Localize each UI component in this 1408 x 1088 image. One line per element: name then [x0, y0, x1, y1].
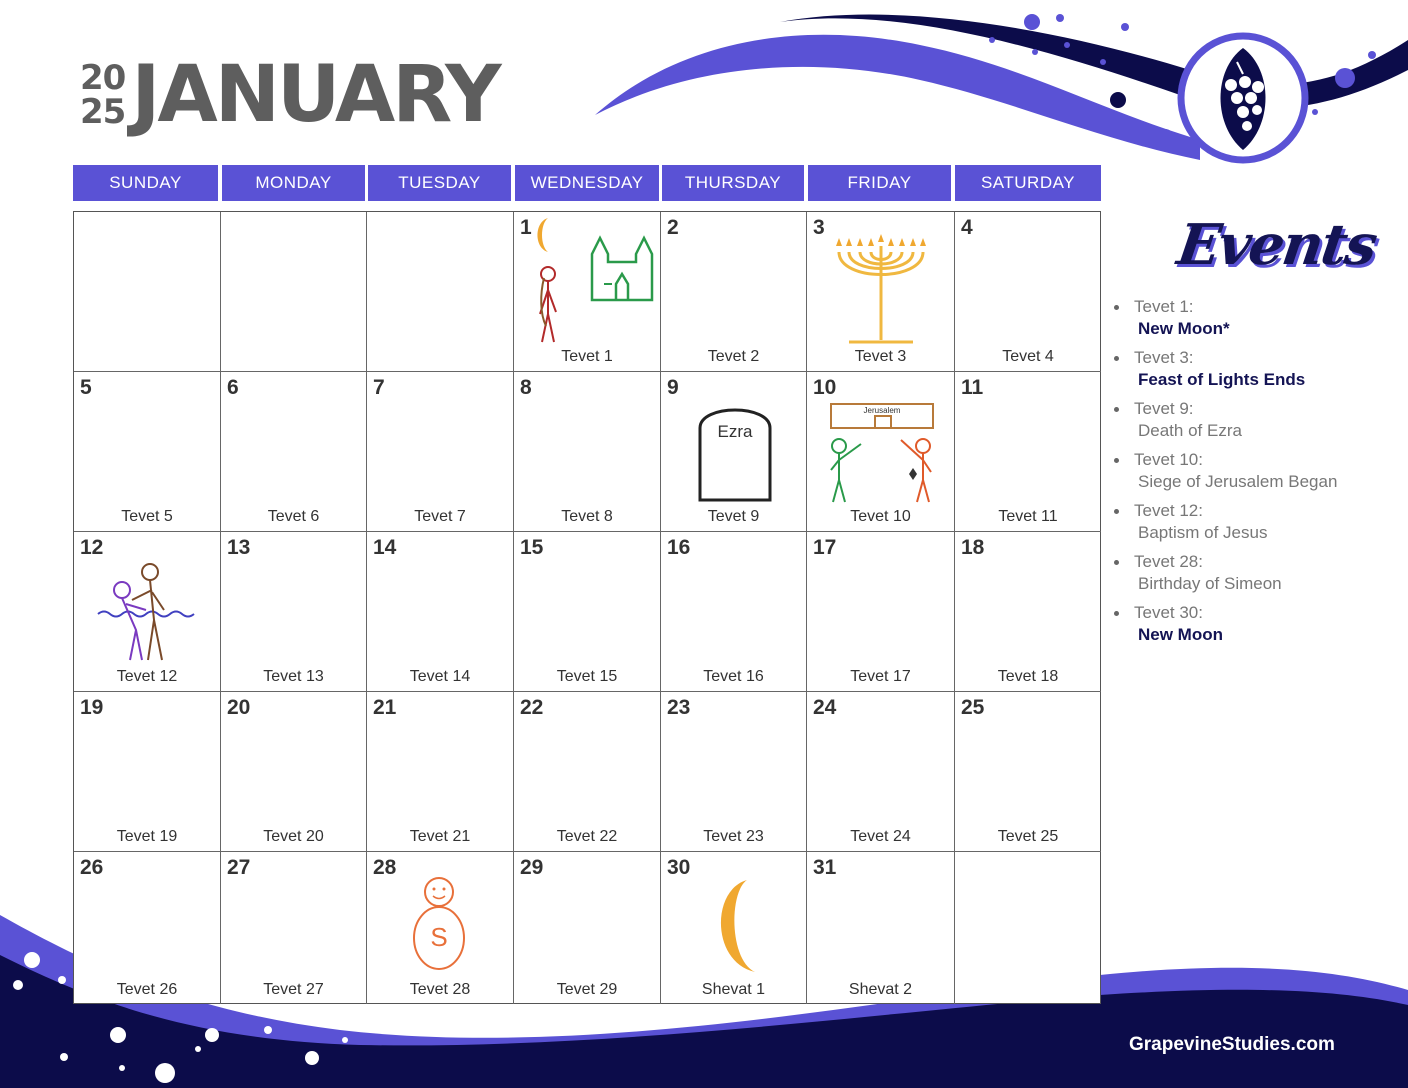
hebrew-date: Tevet 21 — [409, 828, 471, 845]
event-item — [1112, 398, 1402, 442]
hebrew-date: Tevet 29 — [556, 981, 618, 998]
event-item — [1112, 551, 1402, 595]
day-cell[interactable] — [367, 532, 514, 692]
event-item — [1112, 449, 1402, 493]
hebrew-date: Tevet 26 — [116, 981, 178, 998]
weekday-thursday: THURSDAY — [662, 165, 804, 201]
hebrew-date: Tevet 14 — [409, 668, 471, 685]
day-cell[interactable] — [74, 852, 221, 1004]
event-item — [1112, 347, 1402, 391]
day-number: 3 — [813, 216, 825, 239]
day-number: 10 — [813, 376, 837, 399]
day-number: 1 — [520, 216, 532, 239]
day-number: 20 — [227, 696, 251, 719]
hebrew-date: Tevet 23 — [703, 828, 764, 845]
day-cell[interactable] — [955, 212, 1101, 372]
day-number: 26 — [80, 856, 104, 879]
day-number: 11 — [961, 376, 984, 399]
hebrew-date: Tevet 24 — [850, 828, 911, 845]
day-number: 5 — [80, 376, 92, 399]
day-cell[interactable] — [367, 692, 514, 852]
day-number: 4 — [961, 216, 973, 239]
day-cell[interactable] — [661, 532, 807, 692]
crescent-moon-icon — [530, 214, 554, 263]
day-number: 31 — [813, 856, 837, 879]
day-cell[interactable] — [367, 372, 514, 532]
event-description: Baptism of Jesus — [1138, 523, 1268, 542]
weekday-wednesday: WEDNESDAY — [515, 165, 659, 201]
event-item — [1112, 296, 1402, 340]
day-number: 16 — [667, 536, 691, 559]
calendar-grid — [73, 211, 1101, 1004]
day-cell[interactable] — [955, 372, 1101, 532]
hebrew-date: Tevet 4 — [1002, 348, 1054, 365]
website-link[interactable]: GrapevineStudies.com — [1129, 1034, 1335, 1055]
event-description: Birthday of Simeon — [1138, 574, 1282, 593]
temple-icon — [829, 402, 935, 511]
day-number: 28 — [373, 856, 397, 879]
simeon-letter: S — [430, 922, 448, 952]
day-number: 17 — [813, 536, 837, 559]
hebrew-date: Tevet 20 — [263, 828, 324, 845]
weekday-monday: MONDAY — [222, 165, 365, 201]
day-cell[interactable] — [74, 212, 221, 372]
hebrew-date: Tevet 16 — [703, 668, 764, 685]
day-cell[interactable] — [807, 212, 955, 372]
hebrew-date: Tevet 22 — [556, 828, 618, 845]
hebrew-date: Tevet 10 — [850, 508, 911, 525]
woman-figure-icon — [534, 264, 564, 351]
hebrew-date: Tevet 7 — [414, 508, 466, 525]
weekday-sunday: SUNDAY — [73, 165, 218, 201]
menorah-icon — [829, 222, 935, 351]
hebrew-date: Tevet 18 — [997, 668, 1059, 685]
tombstone-label: Ezra — [717, 422, 753, 441]
event-date: Tevet 9: — [1134, 399, 1194, 418]
year — [80, 58, 126, 132]
day-cell[interactable] — [514, 852, 661, 1004]
day-cell[interactable] — [514, 692, 661, 852]
day-number: 9 — [667, 376, 679, 399]
hebrew-date: Tevet 12 — [116, 668, 178, 685]
event-description: Feast of Lights Ends — [1138, 370, 1306, 389]
day-number: 21 — [373, 696, 397, 719]
hebrew-date: Tevet 27 — [263, 981, 324, 998]
hebrew-date: Tevet 13 — [263, 668, 324, 685]
day-number: 8 — [520, 376, 532, 399]
day-cell[interactable] — [221, 372, 367, 532]
day-number: 2 — [667, 216, 679, 239]
day-cell[interactable] — [807, 372, 955, 532]
hebrew-date: Tevet 6 — [267, 508, 320, 525]
day-number: 23 — [667, 696, 691, 719]
weekday-tuesday: TUESDAY — [368, 165, 511, 201]
simeon-figure-icon — [411, 876, 467, 979]
hebrew-date: Tevet 2 — [707, 348, 760, 365]
event-item — [1112, 500, 1402, 544]
events-list — [1112, 296, 1402, 653]
day-number: 25 — [961, 696, 985, 719]
baptism-icon — [96, 560, 198, 669]
event-date: Tevet 10: — [1134, 450, 1203, 469]
day-cell[interactable] — [807, 692, 955, 852]
day-cell[interactable] — [367, 212, 514, 372]
tombstone-icon — [697, 392, 773, 509]
temple-label: Jerusalem — [863, 406, 901, 415]
hebrew-date: Tevet 5 — [121, 508, 173, 525]
day-cell[interactable] — [807, 532, 955, 692]
hebrew-date: Tevet 9 — [707, 508, 760, 525]
day-cell[interactable] — [221, 532, 367, 692]
day-number: 15 — [520, 536, 544, 559]
day-cell[interactable] — [221, 692, 367, 852]
day-number: 18 — [961, 536, 985, 559]
hebrew-date: Tevet 1 — [561, 348, 613, 365]
weekday-friday: FRIDAY — [808, 165, 951, 201]
hebrew-date: Tevet 8 — [561, 508, 613, 525]
hebrew-date: Shevat 2 — [848, 981, 913, 998]
event-date: Tevet 3: — [1134, 348, 1194, 367]
day-cell[interactable] — [661, 212, 807, 372]
day-cell[interactable] — [661, 372, 807, 532]
day-number: 19 — [80, 696, 104, 719]
day-number: 30 — [667, 856, 691, 879]
hebrew-date: Tevet 25 — [997, 828, 1059, 845]
hebrew-date: Tevet 3 — [854, 348, 907, 365]
day-cell[interactable] — [514, 532, 661, 692]
day-cell[interactable] — [74, 692, 221, 852]
day-cell[interactable] — [661, 852, 807, 1004]
event-date: Tevet 30: — [1134, 603, 1203, 622]
event-date: Tevet 28: — [1134, 552, 1203, 571]
day-number: 6 — [227, 376, 239, 399]
event-description: Siege of Jerusalem Began — [1138, 472, 1338, 491]
year-bottom: 25 — [80, 92, 126, 132]
castle-icon — [590, 232, 656, 309]
event-description: Death of Ezra — [1138, 421, 1242, 440]
crescent-moon-icon — [707, 876, 759, 981]
day-number: 14 — [373, 536, 397, 559]
day-number: 22 — [520, 696, 544, 719]
day-number: 27 — [227, 856, 251, 879]
day-number: 12 — [80, 536, 104, 559]
event-date: Tevet 1: — [1134, 297, 1194, 316]
events-heading: Events — [1173, 212, 1380, 278]
event-description: New Moon — [1138, 625, 1223, 644]
hebrew-date: Tevet 11 — [998, 508, 1058, 525]
day-cell[interactable] — [955, 532, 1101, 692]
hebrew-date: Shevat 1 — [701, 981, 766, 998]
grape-leaf-logo-icon — [1175, 30, 1313, 168]
hebrew-date: Tevet 19 — [116, 828, 178, 845]
day-number: 24 — [813, 696, 837, 719]
day-cell[interactable] — [955, 852, 1101, 1004]
event-description: New Moon* — [1138, 319, 1230, 338]
day-cell[interactable] — [955, 692, 1101, 852]
hebrew-date: Tevet 28 — [409, 981, 471, 998]
day-cell[interactable] — [221, 852, 367, 1004]
day-number: 29 — [520, 856, 544, 879]
day-cell[interactable] — [807, 852, 955, 1004]
day-cell[interactable] — [367, 852, 514, 1004]
day-cell[interactable] — [74, 532, 221, 692]
event-item — [1112, 602, 1402, 646]
hebrew-date: Tevet 15 — [556, 668, 618, 685]
day-cell[interactable] — [661, 692, 807, 852]
year-top: 20 — [80, 58, 126, 98]
calendar-title — [80, 50, 499, 140]
day-number: 7 — [373, 376, 385, 399]
hebrew-date: Tevet 17 — [850, 668, 911, 685]
weekday-header-row — [73, 165, 1101, 201]
day-cell[interactable] — [514, 372, 661, 532]
day-cell[interactable] — [514, 212, 661, 372]
day-cell[interactable] — [221, 212, 367, 372]
day-cell[interactable] — [74, 372, 221, 532]
event-date: Tevet 12: — [1134, 501, 1203, 520]
day-number: 13 — [227, 536, 251, 559]
weekday-saturday: SATURDAY — [955, 165, 1101, 201]
month-name: JANUARY — [131, 50, 499, 140]
